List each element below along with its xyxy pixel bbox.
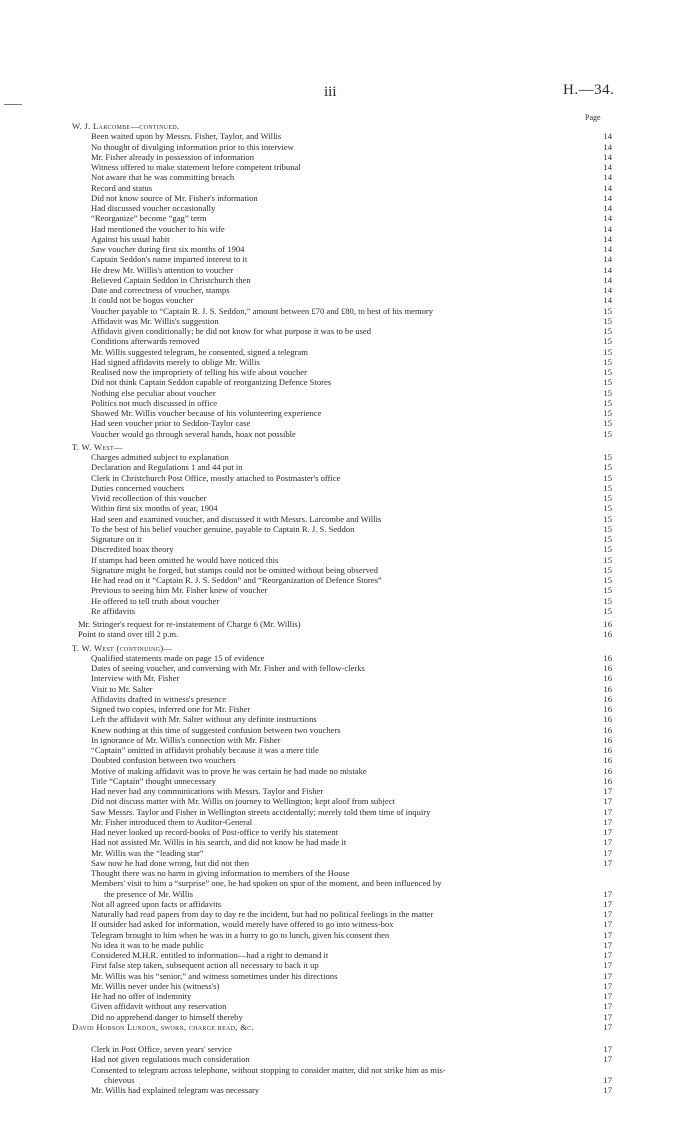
entry-text: Nothing else peculiar about voucher (91, 387, 216, 398)
index-entry (72, 357, 612, 367)
entry-page-number: 15 (603, 513, 612, 524)
entry-page-number: 15 (603, 315, 612, 326)
entry-page-number: 17 (603, 970, 612, 981)
entry-text: No idea it was to be made public (91, 939, 204, 950)
index-entry (72, 585, 612, 595)
entry-text: Saw now he had done wrong, but did not then (91, 857, 250, 868)
entry-page-number: 16 (603, 683, 612, 694)
entry-text: If outsider had asked for information, would merely have offered to go into witness-box (91, 919, 394, 930)
index-heading (72, 442, 612, 452)
page-column-label: Page (585, 113, 601, 122)
entry-text: Date and correctness of voucher, stamps (91, 285, 230, 295)
index-entry (72, 629, 612, 639)
entry-page-number: 17 (603, 816, 612, 827)
entry-page-number: 15 (603, 544, 612, 555)
entry-page-number: 16 (603, 693, 612, 704)
entry-text: Affidavits drafted in witness's presence (91, 693, 227, 704)
index-entry (72, 837, 612, 847)
entry-text: W. J. Larcombe—continued. (72, 121, 180, 131)
entry-page-number: 17 (603, 806, 612, 817)
index-entry (72, 596, 612, 606)
entry-text: chievous (104, 1074, 135, 1085)
entry-text: Did not think Captain Seddon capable of reorganizing Defence Stores (91, 377, 332, 388)
entry-page-number: 14 (603, 141, 612, 152)
index-heading (72, 121, 612, 131)
entry-page-number: 17 (603, 950, 612, 960)
entry-page-number: 17 (603, 898, 612, 909)
entry-page-number: 16 (603, 714, 612, 725)
index-entry (72, 418, 612, 428)
index-entry (72, 848, 612, 858)
index-entry (72, 452, 612, 462)
entry-page-number: 15 (603, 472, 612, 483)
entry-page-number: 16 (603, 775, 612, 786)
index-entry (72, 663, 612, 673)
entry-text: Had not given regulations much consideration (91, 1054, 250, 1065)
index-entry (72, 755, 612, 765)
entry-page-number: 16 (603, 734, 612, 745)
index-entry (72, 183, 612, 193)
entry-page-number: 14 (603, 233, 612, 244)
index-entry (72, 213, 612, 223)
entry-page-number: 15 (603, 356, 612, 367)
entry-text: He had no offer of indemnity (91, 991, 192, 1001)
entry-page-number: 17 (603, 1011, 612, 1022)
index-heading (72, 1022, 612, 1032)
entry-page-number: 17 (603, 888, 612, 899)
entry-page-number: 17 (603, 1085, 612, 1095)
entry-page-number: 17 (603, 1074, 612, 1085)
index-entry (72, 408, 612, 418)
entry-text: Showed Mr. Willis voucher because of his volunteering experience (91, 408, 322, 418)
entry-text: Affidavit given conditionally; he did not know for what purpose it was to be used (91, 326, 372, 336)
entry-text: “Captain” omitted in affidavit probably because it was a mere title (91, 745, 319, 755)
entry-text: David Hobson Lundon, sworn, charge read, &c. (72, 1021, 254, 1032)
entry-page-number: 17 (603, 837, 612, 848)
index-entry (72, 234, 612, 244)
entry-page-number: 17 (603, 857, 612, 868)
entry-text: Saw voucher during first six months of 1904 (91, 244, 245, 254)
index-entry (72, 960, 612, 970)
index-entry (72, 817, 612, 827)
entry-page-number: 15 (603, 346, 612, 357)
entry-text: Record and status (91, 182, 153, 193)
entry-page-number: 14 (603, 172, 612, 183)
index-entry (72, 275, 612, 285)
index-entry (72, 203, 612, 213)
entry-text: Mr. Willis was the “leading star” (91, 847, 204, 858)
index-entry (72, 565, 612, 575)
entry-text: It could not be bogus voucher (91, 295, 194, 306)
index-entry (72, 714, 612, 724)
index-entry (72, 940, 612, 950)
entry-text: He offered to tell truth about voucher (91, 595, 220, 606)
entry-page-number: 14 (603, 162, 612, 172)
entry-page-number: 15 (603, 462, 612, 473)
index-entry (72, 807, 612, 817)
entry-text: Mr. Willis had explained telegram was necessary (91, 1085, 260, 1095)
entry-text: Affidavit was Mr. Willis's suggestion (91, 315, 219, 326)
index-entry (72, 1065, 612, 1075)
entry-text: Discredited hoax theory (91, 544, 174, 555)
entry-text: Point to stand over till 2 p.m. (78, 629, 179, 640)
entry-text: Telegram brought to him when he was in a hurry to go to lunch, given his consent then (91, 929, 390, 940)
index-entry (72, 285, 612, 295)
index-entry (72, 991, 612, 1001)
index-entry (72, 534, 612, 544)
entry-page-number: 15 (603, 534, 612, 544)
index-entry (72, 725, 612, 735)
index-entry (72, 1012, 612, 1022)
entry-page-number: 15 (603, 605, 612, 616)
entry-text: Voucher would go through several hands, hoax not possible (91, 428, 296, 439)
index-entry (72, 326, 612, 336)
entry-text: Interview with Mr. Fisher (91, 673, 180, 684)
index-entry (72, 1001, 612, 1011)
entry-page-number: 15 (603, 523, 612, 534)
entry-text: Captain Seddon's name imparted interest to it (91, 254, 248, 265)
entry-text: Thought there was no harm in giving information to members of the House (91, 868, 350, 878)
entry-page-number: 15 (603, 503, 612, 514)
entry-page-number: 14 (603, 244, 612, 254)
entry-page-number: 16 (603, 673, 612, 684)
entry-text: Signature might be forged, but stamps could not be omitted without being observed (91, 564, 378, 575)
entry-text: Mr. Stringer's request for re-instatement of Charge 6 (Mr. Willis) (78, 619, 301, 629)
entry-page-number: 16 (603, 745, 612, 755)
index-entry (72, 473, 612, 483)
entry-page-number: 16 (603, 724, 612, 735)
entry-text: Dates of seeing voucher, and conversing with Mr. Fisher and with fellow-clerks (91, 663, 365, 673)
entry-text: Did not know source of Mr. Fisher's information (91, 192, 258, 203)
entry-page-number: 16 (603, 629, 612, 640)
entry-page-number: 14 (603, 192, 612, 203)
entry-page-number: 14 (603, 203, 612, 213)
index-entry (72, 503, 612, 513)
entry-text: Had never had any communications with Messrs. Taylor and Fisher (91, 786, 324, 796)
entry-page-number: 15 (603, 408, 612, 418)
index-entry (72, 493, 612, 503)
entry-page-number: 17 (603, 919, 612, 930)
index-entry (72, 1075, 612, 1085)
entry-text: Left the affidavit with Mr. Salter without any definite instructions (91, 714, 317, 725)
index-entry (72, 878, 612, 888)
index-entry (72, 544, 612, 554)
index-entry (72, 673, 612, 683)
index-entry (72, 735, 612, 745)
entry-page-number: 17 (603, 991, 612, 1001)
entry-text: He drew Mr. Willis's attention to voucher (91, 264, 234, 275)
index-entry (72, 919, 612, 929)
entry-text: Title “Captain” thought unnecessary (91, 775, 216, 786)
index-entry (72, 514, 612, 524)
entry-page-number: 15 (603, 595, 612, 606)
index-entry (72, 316, 612, 326)
entry-text: Mr. Fisher already in possession of information (91, 151, 255, 162)
entry-page-number: 17 (603, 1054, 612, 1065)
entry-text: Consented to telegram across telephone, without stopping to consider matter, did not strike him as mis- (91, 1064, 446, 1075)
entry-text: If stamps had been omitted he would have noticed this (91, 554, 279, 565)
entry-page-number: 14 (603, 223, 612, 234)
entry-text: Against his usual habit (91, 233, 170, 244)
entry-page-number: 15 (603, 585, 612, 596)
index-entry (72, 462, 612, 472)
entry-text: Qualified statements made on page 15 of evidence (91, 652, 265, 663)
entry-page-number: 14 (603, 295, 612, 306)
index-entry (72, 524, 612, 534)
index-entry (72, 224, 612, 234)
entry-text: the presence of Mr. Willis (104, 888, 193, 899)
entry-text: Not all agreed upon facts or affidavits (91, 898, 222, 909)
document-reference: H.—34. (563, 82, 615, 98)
entry-page-number: 16 (603, 755, 612, 766)
index-entry (72, 265, 612, 275)
entry-page-number: 15 (603, 493, 612, 503)
entry-text: T. W. West (continuing)— (72, 642, 173, 653)
entry-page-number: 14 (603, 274, 612, 285)
entry-page-number: 15 (603, 564, 612, 575)
entry-page-number: 15 (603, 397, 612, 408)
entry-page-number: 15 (603, 554, 612, 565)
index-entry (72, 868, 612, 878)
index-entry (72, 704, 612, 714)
index-entry (72, 930, 612, 940)
entry-page-number: 15 (603, 367, 612, 377)
entry-text: Witness offered to make statement before competent tribunal (91, 162, 301, 172)
entry-page-number: 17 (603, 1044, 612, 1054)
entry-text: Duties concerned vouchers (91, 482, 185, 493)
entry-page-number: 15 (603, 575, 612, 585)
entry-text: Had signed affidavits merely to oblige Mr. Willis (91, 356, 260, 367)
entry-text: Did no apprehend danger to himself thereby (91, 1011, 243, 1022)
entry-text: Had not assisted Mr. Willis in his search, and did not know he had made it (91, 837, 347, 848)
index-entry (72, 827, 612, 837)
entry-page-number: 15 (603, 336, 612, 347)
entry-text: Conditions afterwards removed (91, 336, 200, 347)
entry-page-number: 17 (603, 1001, 612, 1012)
index-entry (72, 142, 612, 152)
entry-page-number: 15 (603, 377, 612, 388)
index-entry (72, 367, 612, 377)
entry-text: Clerk in Christchurch Post Office, mostly attached to Postmaster's office (91, 472, 341, 483)
entry-text: To the best of his belief voucher genuine, payable to Captain R. J. S. Seddon (91, 523, 355, 534)
index-entry (72, 336, 612, 346)
index-entry (72, 858, 612, 868)
entry-text: Visit to Mr. Salter (91, 683, 153, 694)
index-list (72, 121, 612, 1095)
index-entry (72, 653, 612, 663)
entry-text: Had seen voucher prior to Seddon-Taylor case (91, 418, 251, 429)
index-entry (72, 1044, 612, 1054)
entry-text: Not aware that he was committing breach (91, 172, 235, 183)
entry-text: Had discussed voucher occasionally (91, 203, 216, 213)
entry-text: Been waited upon by Messrs. Fisher, Taylor, and Willis (91, 131, 282, 142)
index-entry (72, 152, 612, 162)
index-entry (72, 555, 612, 565)
index-entry (72, 684, 612, 694)
index-entry (72, 347, 612, 357)
entry-text: “Reorganize” become “gag” term (91, 213, 207, 224)
margin-mark (4, 104, 22, 105)
entry-text: Did not discuss matter with Mr. Willis on journey to Wellington; kept aloof from subject (91, 796, 395, 807)
entry-text: No thought of divulging information prior to this interview (91, 141, 294, 152)
entry-text: Within first six months of year, 1904 (91, 503, 218, 514)
index-entry (72, 295, 612, 305)
entry-page-number: 16 (603, 652, 612, 663)
entry-text: Mr. Willis was his “senior,” and witness sometimes under his directions (91, 970, 338, 981)
entry-page-number: 17 (603, 827, 612, 837)
index-heading (72, 643, 612, 653)
entry-text: Considered M.H.R. entitled to information—had a right to demand it (91, 950, 329, 960)
entry-text: Had seen and examined voucher, and discussed it with Messrs. Larcombe and Willis (91, 513, 382, 524)
entry-page-number: 16 (603, 765, 612, 776)
entry-text: Mr. Willis never under his (witness's) (91, 980, 220, 991)
entry-text: Naturally had read papers from day to day re the incident, but had no political feelings in the matter (91, 909, 434, 919)
entry-text: Voucher payable to “Captain R. J. S. Seddon,” amount between £70 and £80, to best of his memory (91, 305, 434, 316)
entry-page-number: 14 (603, 131, 612, 142)
entry-page-number: 16 (603, 619, 612, 629)
entry-text: Declaration and Regulations 1 and 44 put in (91, 462, 243, 473)
index-entry (72, 745, 612, 755)
index-entry (72, 796, 612, 806)
entry-text: Mr. Fisher introduced them to Auditor-General (91, 816, 253, 827)
index-entry (72, 193, 612, 203)
entry-text: Realised now the impropriety of telling his wife about voucher (91, 367, 307, 377)
entry-text: Previous to seeing him Mr. Fisher knew of voucher (91, 585, 268, 596)
index-entry (72, 131, 612, 141)
entry-text: Saw Messrs. Taylor and Fisher in Wellington streets accidentally; merely told them time of inquiry (91, 806, 431, 817)
entry-text: Signature on it (91, 534, 142, 544)
entry-text: Members' visit to him a “surprise” one, he had spoken on spur of the moment, and been influenced by (91, 878, 442, 889)
index-entry (72, 1054, 612, 1064)
entry-page-number: 17 (603, 939, 612, 950)
index-entry (72, 899, 612, 909)
entry-page-number: 15 (603, 326, 612, 336)
entry-page-number: 14 (603, 182, 612, 193)
entry-page-number: 17 (603, 960, 612, 971)
entry-text: Re affidavits (91, 605, 135, 616)
entry-text: Mr. Willis suggested telegram, he consented, signed a telegram (91, 346, 308, 357)
index-entry (72, 606, 612, 616)
index-entry (72, 575, 612, 585)
index-entry (72, 619, 612, 629)
entry-page-number: 17 (603, 1021, 612, 1032)
index-entry (72, 429, 612, 439)
index-entry (72, 909, 612, 919)
entry-page-number: 17 (603, 929, 612, 940)
index-entry (72, 172, 612, 182)
entry-page-number: 15 (603, 387, 612, 398)
entry-text: Had never looked up record-books of Post-office to verify his statement (91, 827, 339, 837)
entry-page-number: 14 (603, 264, 612, 275)
entry-page-number: 15 (603, 305, 612, 316)
index-entry (72, 766, 612, 776)
index-entry (72, 254, 612, 264)
entry-text: Doubted confusion between two vouchers (91, 755, 236, 766)
index-entry (72, 889, 612, 899)
entry-text: Politics not much discussed in office (91, 397, 218, 408)
entry-page-number: 17 (603, 847, 612, 858)
entry-page-number: 15 (603, 428, 612, 439)
index-entry (72, 377, 612, 387)
entry-page-number: 14 (603, 151, 612, 162)
entry-page-number: 16 (603, 704, 612, 714)
index-entry (72, 398, 612, 408)
entry-text: Motive of making affidavit was to prove he was certain he had made no mistake (91, 765, 367, 776)
entry-text: Signed two copies, inferred one for Mr. Fisher (91, 704, 251, 714)
entry-text: Vivid recollection of this voucher (91, 493, 207, 503)
entry-page-number: 14 (603, 254, 612, 265)
index-entry (72, 244, 612, 254)
entry-page-number: 16 (603, 663, 612, 673)
entry-page-number: 15 (603, 418, 612, 429)
entry-text: Knew nothing at this time of suggested confusion between two vouchers (91, 724, 341, 735)
entry-page-number: 14 (603, 213, 612, 224)
entry-text: Believed Captain Seddon in Christchurch then (91, 274, 251, 285)
index-entry (72, 776, 612, 786)
entry-page-number: 17 (603, 980, 612, 991)
entry-text: Charges admitted subject to explanation (91, 452, 229, 462)
entry-page-number: 17 (603, 786, 612, 796)
index-entry (72, 483, 612, 493)
entry-text: In ignorance of Mr. Willis's connection with Mr. Fisher (91, 734, 281, 745)
index-entry (72, 162, 612, 172)
entry-page-number: 17 (603, 909, 612, 919)
entry-text: He had read on it “Captain R. J. S. Seddon” and “Reorganization of Defence Stores” (91, 575, 382, 585)
index-entry (72, 388, 612, 398)
index-entry (72, 950, 612, 960)
index-entry (72, 306, 612, 316)
index-entry (72, 971, 612, 981)
entry-text: Clerk in Post Office, seven years' service (91, 1044, 232, 1054)
entry-page-number: 17 (603, 796, 612, 807)
index-entry (72, 981, 612, 991)
entry-page-number: 14 (603, 285, 612, 295)
index-entry (72, 1085, 612, 1095)
index-entry (72, 694, 612, 704)
page-number: iii (324, 84, 337, 100)
entry-page-number: 15 (603, 452, 612, 462)
entry-text: T. W. West— (72, 441, 123, 452)
entry-page-number: 15 (603, 482, 612, 493)
entry-text: Had mentioned the voucher to his wife (91, 223, 225, 234)
index-entry (72, 786, 612, 796)
entry-text: First false step taken, subsequent action all necessary to back it up (91, 960, 319, 971)
entry-text: Given affidavit without any reservation (91, 1001, 227, 1012)
